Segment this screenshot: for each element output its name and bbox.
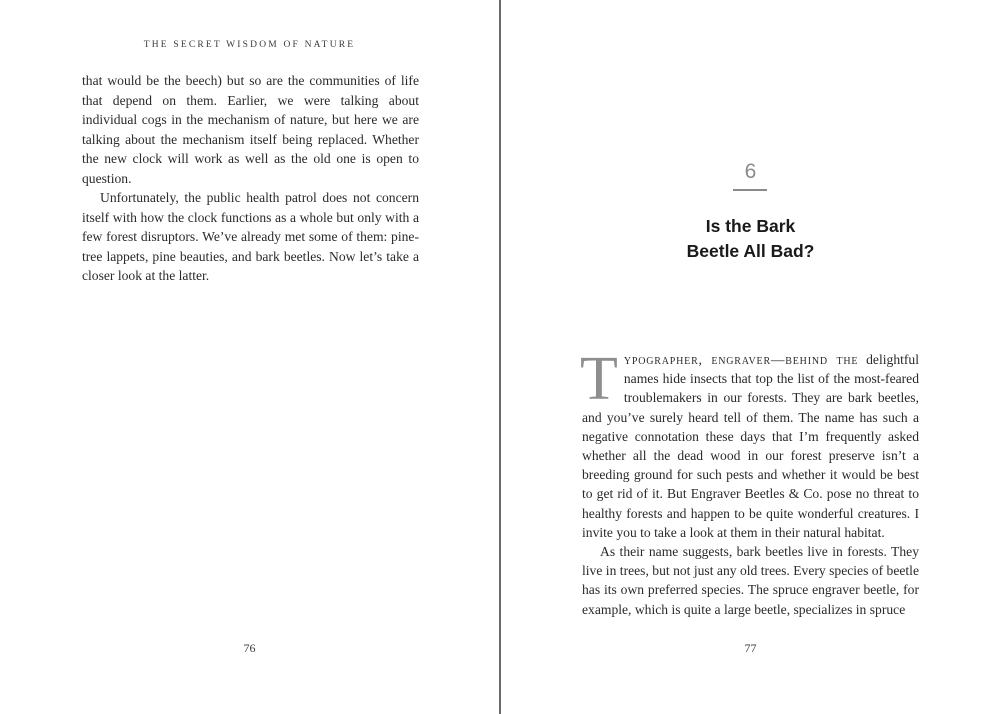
left-page: [0, 0, 499, 714]
opening-text: delightful names hide insects that top the list of the most-feared troublemakers in our forests. They are bark beetles, and you’ve surely heard tell of them. The name has such a negative connotation these days that I’m frequently asked whether all the dead wood in our forest preserve isn’t a breeding ground for such pests and whether it would be best to get rid of it. But Engraver Beetles & Co. pose no threat to healthy forests and happen to be quite wonderful creatures. I invite you to take a look at them in their natural habitat.: [582, 352, 919, 540]
chapter-title-line: Beetle All Bad?: [686, 240, 815, 261]
right-page: [501, 0, 1000, 714]
running-head: THE SECRET WISDOM OF NATURE: [143, 40, 356, 50]
chapter-title-line: Is the Bark: [705, 216, 796, 236]
opening-paragraph: [580, 345, 919, 542]
paragraph: As their name suggests, bark beetles live in forests. They live in trees, but not just any old trees. Every species of beetle has its own preferred species. The spruce engraver beetle, for example, which is quite a large beetle, specializes in spruce: [582, 544, 919, 617]
opening-smallcaps: ypographer, engraver—behind the: [623, 352, 859, 367]
right-page-body: [580, 345, 919, 619]
page-number-left: 76: [243, 641, 256, 655]
paragraph: Unfortunately, the public health patrol does not concern itself with how the clock functions as a whole but only with a few forest disruptors. We’ve already met some of them: pine-tree lappets, pine beauties, and bark beetles. Now let’s take a closer look at the latter.: [82, 190, 419, 283]
left-page-body: [82, 71, 419, 286]
chapter-number: 6: [744, 160, 757, 183]
drop-cap: T: [580, 345, 618, 413]
page-number-right: 77: [744, 641, 757, 655]
paragraph: that would be the beech) but so are the communities of life that depend on them. Earlier, we were talking about individual cogs in the mechanism of nature, but here we are talking about the mechanism itself being replaced. Whether the new clock will work as well as the old one is open to question.: [82, 73, 419, 186]
chapter-title: [501, 214, 1000, 263]
chapter-rule: [733, 189, 767, 191]
